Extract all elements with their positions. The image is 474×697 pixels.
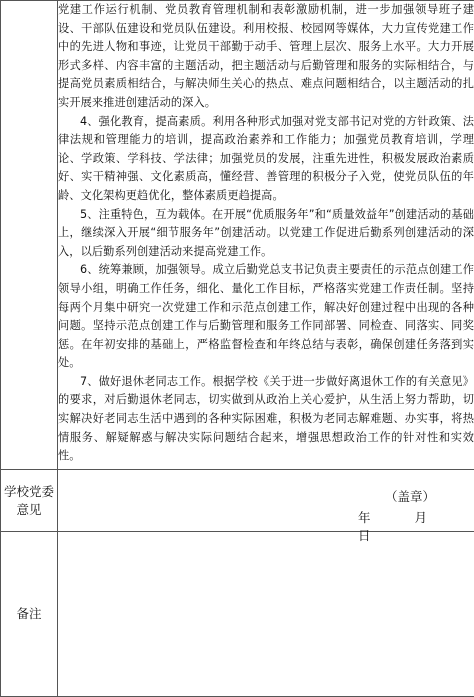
seal-placeholder: （盖章）: [385, 487, 435, 505]
opinion-label: 学校党委意见: [1, 470, 57, 531]
year-label: 年: [358, 508, 371, 526]
paragraph-7: 7、做好退休老同志工作。根据学校《关于进一步做好离退休工作的有关意见》的要求，对后勤退休老同志，切实做到从政治上关心爱护，从生活上努力帮助，切实解决好老同志生活中遇到的各种实际困难，积极为老同志解难题、办实事，将热情服务、解疑解惑与解决实际问题结合起来，增强思想政治工作的针对性和实效性。: [58, 373, 474, 466]
day-label: 日: [358, 526, 371, 544]
content-label-cell: [1, 1, 58, 470]
paragraph-6: 6、统筹兼顾，加强领导。成立后勤党总支书记负责主要责任的示范点创建工作领导小组，明确工作任务，细化、量化工作目标，严格落实党建工作责任制。坚持每两个月集中研究一次党建工作和示范点创建工作，解决好创建过程中出现的各种问题。坚持示范点创建工作与后勤管理和服务工作同部署、同检查、同落实、同奖惩。在年初安排的基础上，严格监督检查和年终总结与表彰，确保创建任务落到实处。: [58, 261, 474, 373]
party-committee-opinion-row: [1, 470, 474, 532]
content-row: [1, 1, 474, 470]
remarks-label-cell: [1, 532, 58, 697]
opinion-content: [58, 470, 474, 531]
remarks-label: 备注: [1, 532, 57, 696]
remarks-body-cell: [58, 532, 474, 697]
paragraph-1: 党建工作运行机制、党员教育管理机制和表彰激励机制，进一步加强领导班子建设、干部队伍建设和党员队伍建设。利用校报、校园网等媒体，大力宣传党建工作中的先进人物和事迹，让党员干部勤于动手、管理上层次、服务上水平。大力开展形式多样、内容丰富的主题活动，把主题活动与后勤管理和服务的实际相结合，与提高党员素质相结合，与解决师生关心的热点、难点问题相结合，以主题活动的扎实开展来推进创建活动的深入。: [58, 1, 474, 113]
remarks-row: [1, 532, 474, 697]
content-body-cell: [58, 1, 474, 470]
paragraph-4: 4、强化教育，提高素质。利用各种形式加强对党支部书记对党的方针政策、法律法规和管理能力的培训，提高政治素养和工作能力；加强党员教育培训，学理论、学政策、学科技、学法律；加强党员的发展，注重先进性，积极发展政治素质好、实干精神强、文化素质高，懂经营、善管理的积极分子入党，使党员队伍的年龄、文化架构更趋优化，整体素质更趋提高。: [58, 113, 474, 206]
month-label: 月: [414, 508, 427, 526]
opinion-label-cell: [1, 470, 58, 532]
paragraph-5: 5、注重特色，互为载体。在开展“优质服务年”和“质量效益年”创建活动的基础上，继续深入开展“细节服务年”创建活动。以党建工作促进后勤系列创建活动的深入，以后勤系列创建活动来提高党建工作。: [58, 206, 474, 262]
opinion-body-cell: [58, 470, 474, 532]
date-line: [358, 508, 474, 544]
